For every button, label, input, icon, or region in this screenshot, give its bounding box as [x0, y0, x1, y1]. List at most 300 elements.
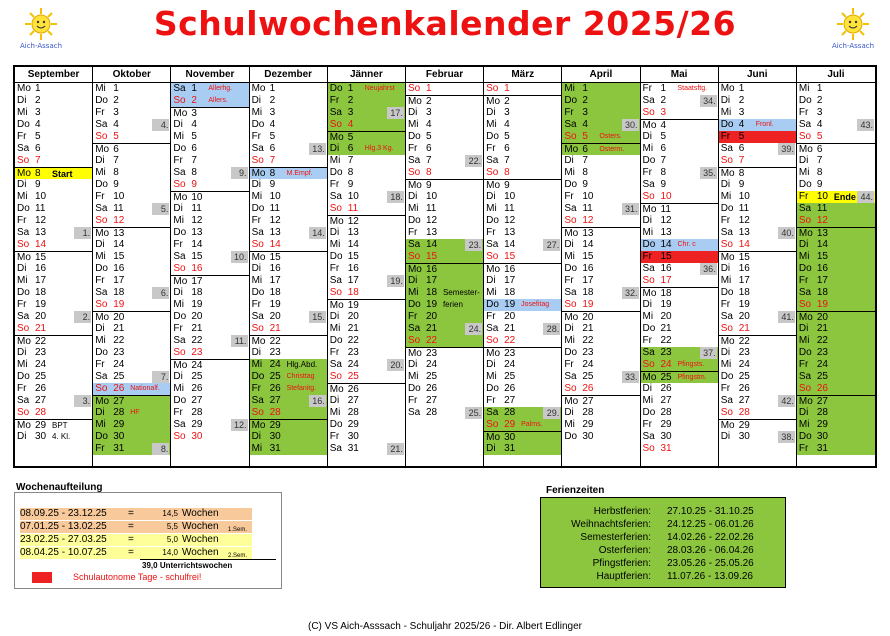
day-number: 30 [504, 432, 516, 443]
day-row [719, 275, 796, 287]
day-row [484, 407, 561, 419]
day-row [93, 131, 170, 143]
weekday-label: Mi [173, 215, 184, 226]
weekday-label: Mi [642, 311, 654, 322]
day-number: 19 [660, 299, 672, 310]
day-note: Hlg.3 Kg. [364, 145, 394, 152]
day-row [484, 419, 561, 431]
day-number: 5 [269, 131, 276, 142]
day-row [719, 95, 796, 107]
day-row [250, 311, 327, 323]
weekday-label: Mo [17, 252, 31, 263]
day-row [93, 347, 170, 359]
week-number: 25. [465, 407, 482, 419]
day-row [406, 311, 483, 323]
day-number: 8 [660, 167, 667, 178]
day-row [250, 335, 327, 347]
wa-number: 5,5 [166, 522, 178, 531]
weekday-label: Fr [642, 419, 652, 430]
weekday-label: Di [251, 347, 262, 358]
day-row [250, 239, 327, 251]
day-number: 11 [347, 203, 359, 214]
day-row [797, 251, 875, 263]
day-number: 12 [425, 215, 438, 226]
weekday-label: Sa [173, 335, 186, 346]
day-number: 18 [269, 287, 281, 298]
day-number: 2 [660, 95, 667, 106]
weekday-label: Di [173, 203, 183, 214]
day-number: 24 [269, 359, 281, 370]
day-number: 25 [191, 371, 203, 382]
day-row [797, 215, 875, 227]
day-row [641, 83, 718, 95]
day-number: 4 [816, 119, 823, 130]
day-row [171, 335, 248, 347]
day-number: 22 [113, 335, 125, 346]
day-number: 1 [816, 83, 823, 94]
day-row [719, 347, 796, 359]
month-header: Juni [719, 67, 796, 83]
weekday-label: Di [642, 299, 652, 310]
day-number: 16 [504, 264, 516, 275]
week-number: 1. [74, 227, 91, 239]
day-row [641, 131, 718, 143]
weekday-label: Di [251, 179, 262, 190]
weekday-label: Do [720, 371, 734, 382]
day-number: 20 [816, 312, 828, 323]
weekday-label: Di [642, 215, 652, 226]
day-row [797, 131, 875, 143]
week-number: 28. [543, 323, 560, 335]
weekday-label: Di [173, 371, 183, 382]
day-number: 18 [113, 287, 125, 298]
day-row [797, 95, 875, 107]
weekday-label: Di [251, 431, 262, 442]
day-number: 5 [816, 131, 823, 142]
weekday-label: Do [17, 119, 30, 130]
day-row [719, 107, 796, 119]
weekday-label: Mi [173, 131, 184, 142]
day-row [250, 431, 327, 443]
week-number: 13. [309, 143, 326, 155]
day-row [406, 155, 483, 167]
day-number: 3 [504, 107, 510, 118]
weekday-label: Mo [486, 264, 501, 275]
day-number: 6 [269, 143, 276, 154]
weekday-label: Do [720, 203, 734, 214]
weekday-label: Fr [642, 251, 652, 262]
day-row [562, 203, 639, 215]
day-number: 11 [738, 203, 750, 214]
weekday-label: Di [95, 323, 105, 334]
day-row [93, 143, 170, 155]
day-row [250, 299, 327, 311]
day-row [328, 419, 405, 431]
day-row [15, 215, 92, 227]
day-row [328, 95, 405, 107]
day-number: 26 [269, 383, 281, 394]
day-row [797, 323, 875, 335]
day-row [250, 131, 327, 143]
weekday-label: So [251, 239, 264, 250]
day-number: 17 [816, 275, 828, 286]
day-number: 15 [504, 251, 516, 262]
day-number: 25 [35, 371, 47, 382]
day-number: 17 [660, 275, 672, 286]
day-row [641, 431, 718, 443]
weekday-label: Di [95, 407, 105, 418]
weekday-label: So [407, 83, 421, 94]
week-number: 32. [622, 287, 639, 299]
weekday-label: Di [95, 239, 105, 250]
day-number: 7 [660, 155, 667, 166]
day-number: 9 [425, 180, 432, 191]
weekday-label: Do [251, 371, 265, 382]
day-row [641, 323, 718, 335]
weekday-label: So [407, 251, 421, 262]
day-row [562, 107, 639, 119]
weekday-label: Di [720, 95, 731, 106]
weekday-label: Mo [329, 384, 344, 395]
weekday-label: Mi [251, 107, 263, 118]
week-number: 36. [700, 263, 717, 275]
weekday-label: Mo [642, 372, 657, 383]
weekday-label: Di [564, 239, 574, 250]
weekday-label: Mo [486, 348, 501, 359]
day-row [797, 191, 875, 203]
day-number: 21 [582, 323, 594, 334]
day-number: 21 [660, 323, 672, 334]
day-number: 30 [347, 431, 359, 442]
weekday-label: Fr [720, 131, 731, 142]
day-row [484, 443, 561, 455]
day-number: 21 [35, 323, 47, 334]
weekday-label: Di [486, 191, 496, 202]
day-number: 4 [113, 119, 119, 130]
month-column [484, 67, 562, 466]
day-number: 27 [113, 396, 125, 407]
day-number: 2 [425, 96, 432, 107]
sum-divider [140, 559, 276, 560]
day-row [406, 287, 483, 299]
weekday-label: Do [95, 179, 108, 190]
weekday-label: Fr [798, 275, 809, 286]
day-number: 1 [191, 83, 197, 94]
weekday-label: Di [798, 155, 809, 166]
day-number: 6 [738, 143, 745, 154]
day-row [171, 347, 248, 359]
weekday-label: Di [407, 191, 418, 202]
day-number: 12 [504, 215, 516, 226]
weekday-label: So [329, 371, 342, 382]
weekday-label: Do [17, 203, 30, 214]
month-header: Juli [797, 67, 875, 83]
weekday-label: Mi [329, 239, 341, 250]
week-number: 17. [387, 107, 404, 119]
legend-red-swatch [32, 572, 52, 583]
day-number: 7 [347, 155, 354, 166]
week-number: 38. [778, 431, 795, 443]
weekday-label: Di [720, 179, 731, 190]
day-row [15, 239, 92, 251]
day-number: 16 [191, 263, 203, 274]
day-row [328, 311, 405, 323]
weekday-label: Mo [17, 83, 31, 94]
day-number: 25 [504, 371, 516, 382]
day-row [719, 179, 796, 191]
day-number: 28 [269, 407, 281, 418]
day-number: 26 [35, 383, 47, 394]
weekday-label: Mo [173, 108, 188, 119]
day-number: 1 [738, 83, 745, 94]
ferien-dates: 28.03.26 - 06.04.26 [667, 545, 754, 556]
day-row [797, 179, 875, 191]
weekday-label: Mi [329, 155, 341, 166]
day-row [15, 275, 92, 287]
weekday-label: So [329, 287, 342, 298]
day-row [797, 107, 875, 119]
day-number: 2 [738, 95, 745, 106]
week-number: 7. [152, 371, 169, 383]
day-row [719, 155, 796, 167]
day-number: 25 [816, 371, 828, 382]
weekday-label: Do [251, 287, 265, 298]
day-number: 19 [113, 299, 125, 310]
weekday-label: Do [329, 167, 343, 178]
ferien-row [549, 558, 781, 570]
week-number: 22. [465, 155, 482, 167]
day-number: 20 [269, 311, 281, 322]
weekday-label: Fr [564, 191, 574, 202]
day-row [719, 191, 796, 203]
weekday-label: Sa [251, 143, 264, 154]
day-row [171, 299, 248, 311]
day-number: 23 [347, 347, 359, 358]
day-number: 14 [504, 239, 516, 250]
day-row [562, 359, 639, 371]
weekday-label: Di [95, 155, 105, 166]
sum-label: Unterrichtswochen [159, 561, 233, 570]
day-number: 6 [35, 143, 41, 154]
day-number: 28 [582, 407, 594, 418]
weekday-label: So [486, 167, 499, 178]
day-row [15, 251, 92, 263]
weekday-label: Sa [642, 347, 655, 358]
weekday-label: Di [486, 275, 496, 286]
day-number: 8 [347, 167, 354, 178]
week-number: 44. [857, 191, 874, 203]
day-row [250, 383, 327, 395]
day-number: 13 [191, 227, 203, 238]
month-header: November [171, 67, 248, 83]
day-number: 3 [816, 107, 823, 118]
wa-number: 5,0 [166, 535, 178, 544]
day-number: 30 [660, 431, 672, 442]
weekday-label: Mi [407, 119, 419, 130]
weekday-label: Fr [798, 191, 809, 202]
weekday-label: Mo [173, 360, 188, 371]
day-row [250, 227, 327, 239]
day-number: 21 [269, 323, 281, 334]
weekday-label: Mi [17, 359, 28, 370]
day-row [250, 419, 327, 431]
day-number: 20 [582, 312, 594, 323]
weekday-label: Do [486, 215, 499, 226]
day-number: 26 [582, 383, 594, 394]
weekday-label: Do [173, 143, 187, 154]
day-row [15, 299, 92, 311]
weekday-label: Di [798, 239, 809, 250]
weekday-label: So [642, 359, 655, 370]
day-number: 4 [504, 119, 510, 130]
weekday-label: Mo [407, 264, 422, 275]
weekday-label: So [17, 323, 30, 334]
weekday-label: Di [407, 359, 418, 370]
day-row [406, 131, 483, 143]
day-row [15, 167, 92, 179]
week-number: 35. [700, 167, 717, 179]
weekday-label: So [486, 335, 499, 346]
day-row [719, 287, 796, 299]
day-row [171, 155, 248, 167]
day-row [562, 227, 639, 239]
weekday-label: So [173, 431, 186, 442]
day-number: 16 [816, 263, 828, 274]
day-row [406, 191, 483, 203]
day-row [797, 83, 875, 95]
weekday-label: Mo [720, 336, 735, 347]
day-number: 25 [738, 371, 750, 382]
day-number: 24 [816, 359, 828, 370]
day-row [15, 371, 92, 383]
day-number: 30 [816, 431, 828, 442]
week-number: 2. [74, 311, 91, 323]
day-row [797, 443, 875, 455]
day-number: 30 [35, 431, 47, 442]
day-row [171, 287, 248, 299]
day-number: 15 [113, 251, 125, 262]
day-row [641, 155, 718, 167]
day-number: 24 [35, 359, 47, 370]
weekday-label: Fr [407, 395, 418, 406]
day-row [250, 347, 327, 359]
day-row [641, 227, 718, 239]
day-number: 3 [582, 107, 588, 118]
ferienzeiten-title: Ferienzeiten [546, 485, 605, 496]
day-number: 21 [347, 323, 359, 334]
day-number: 13 [504, 227, 516, 238]
weekday-label: So [720, 323, 733, 334]
day-row [250, 443, 327, 455]
day-number: 7 [504, 155, 510, 166]
day-row [328, 263, 405, 275]
day-note: HF [130, 409, 140, 416]
weekday-label: Mi [251, 275, 263, 286]
day-row [171, 431, 248, 443]
weekday-label: Fr [329, 347, 340, 358]
weekday-label: Mo [17, 336, 31, 347]
weekday-label: Sa [486, 323, 499, 334]
weekday-label: Sa [251, 395, 264, 406]
day-number: 19 [347, 300, 359, 311]
ferien-dates: 11.07.26 - 13.09.26 [667, 571, 753, 582]
day-row [328, 239, 405, 251]
logo-caption: Aich-Assach [831, 42, 875, 50]
day-row [15, 227, 92, 239]
day-row [93, 371, 170, 383]
day-row [93, 83, 170, 95]
weekday-label: Sa [95, 119, 108, 130]
day-row [93, 311, 170, 323]
day-row [797, 143, 875, 155]
day-row [484, 431, 561, 443]
day-number: 8 [269, 168, 276, 179]
day-number: 24 [582, 359, 594, 370]
day-note: Allerhg. [208, 85, 233, 92]
weekday-label: Fr [564, 275, 574, 286]
day-number: 6 [113, 144, 119, 155]
weekday-label: Do [173, 311, 187, 322]
day-row [484, 215, 561, 227]
day-number: 20 [191, 311, 203, 322]
day-row [171, 371, 248, 383]
weekday-label: Sa [17, 311, 30, 322]
day-number: 28 [347, 407, 359, 418]
day-row [171, 215, 248, 227]
weekday-label: Mo [720, 252, 735, 263]
day-row [328, 215, 405, 227]
weekday-label: Mi [798, 167, 810, 178]
day-row [93, 263, 170, 275]
weekday-label: Sa [798, 203, 812, 214]
weekday-label: Sa [798, 119, 812, 130]
day-number: 18 [191, 287, 203, 298]
week-number: 43. [857, 119, 874, 131]
weekday-label: Mi [798, 251, 810, 262]
weekday-label: Mi [173, 383, 184, 394]
weekday-label: Mi [564, 167, 575, 178]
day-number: 27 [191, 395, 203, 406]
weekday-label: Sa [642, 95, 655, 106]
day-row [171, 395, 248, 407]
month-column [562, 67, 640, 466]
day-number: 15 [738, 252, 750, 263]
day-number: 18 [35, 287, 47, 298]
day-number: 13 [269, 227, 281, 238]
day-row [250, 371, 327, 383]
day-note: Pfingstm. [677, 374, 707, 381]
day-row [250, 167, 327, 179]
day-number: 19 [269, 299, 281, 310]
day-number: 16 [113, 263, 125, 274]
day-number: 26 [113, 383, 125, 394]
weekday-label: Sa [329, 443, 342, 454]
day-number: 4 [269, 119, 276, 130]
day-number: 18 [425, 287, 438, 298]
day-row [171, 191, 248, 203]
weekday-label: Di [798, 407, 809, 418]
day-number: 4 [347, 119, 354, 130]
day-number: 26 [347, 384, 359, 395]
ferien-row [549, 532, 781, 544]
day-number: 29 [660, 419, 672, 430]
day-row [641, 143, 718, 155]
weekday-label: Mo [17, 420, 31, 431]
weekday-label: Sa [798, 371, 812, 382]
day-number: 8 [582, 167, 588, 178]
day-number: 22 [582, 335, 594, 346]
day-row [406, 143, 483, 155]
